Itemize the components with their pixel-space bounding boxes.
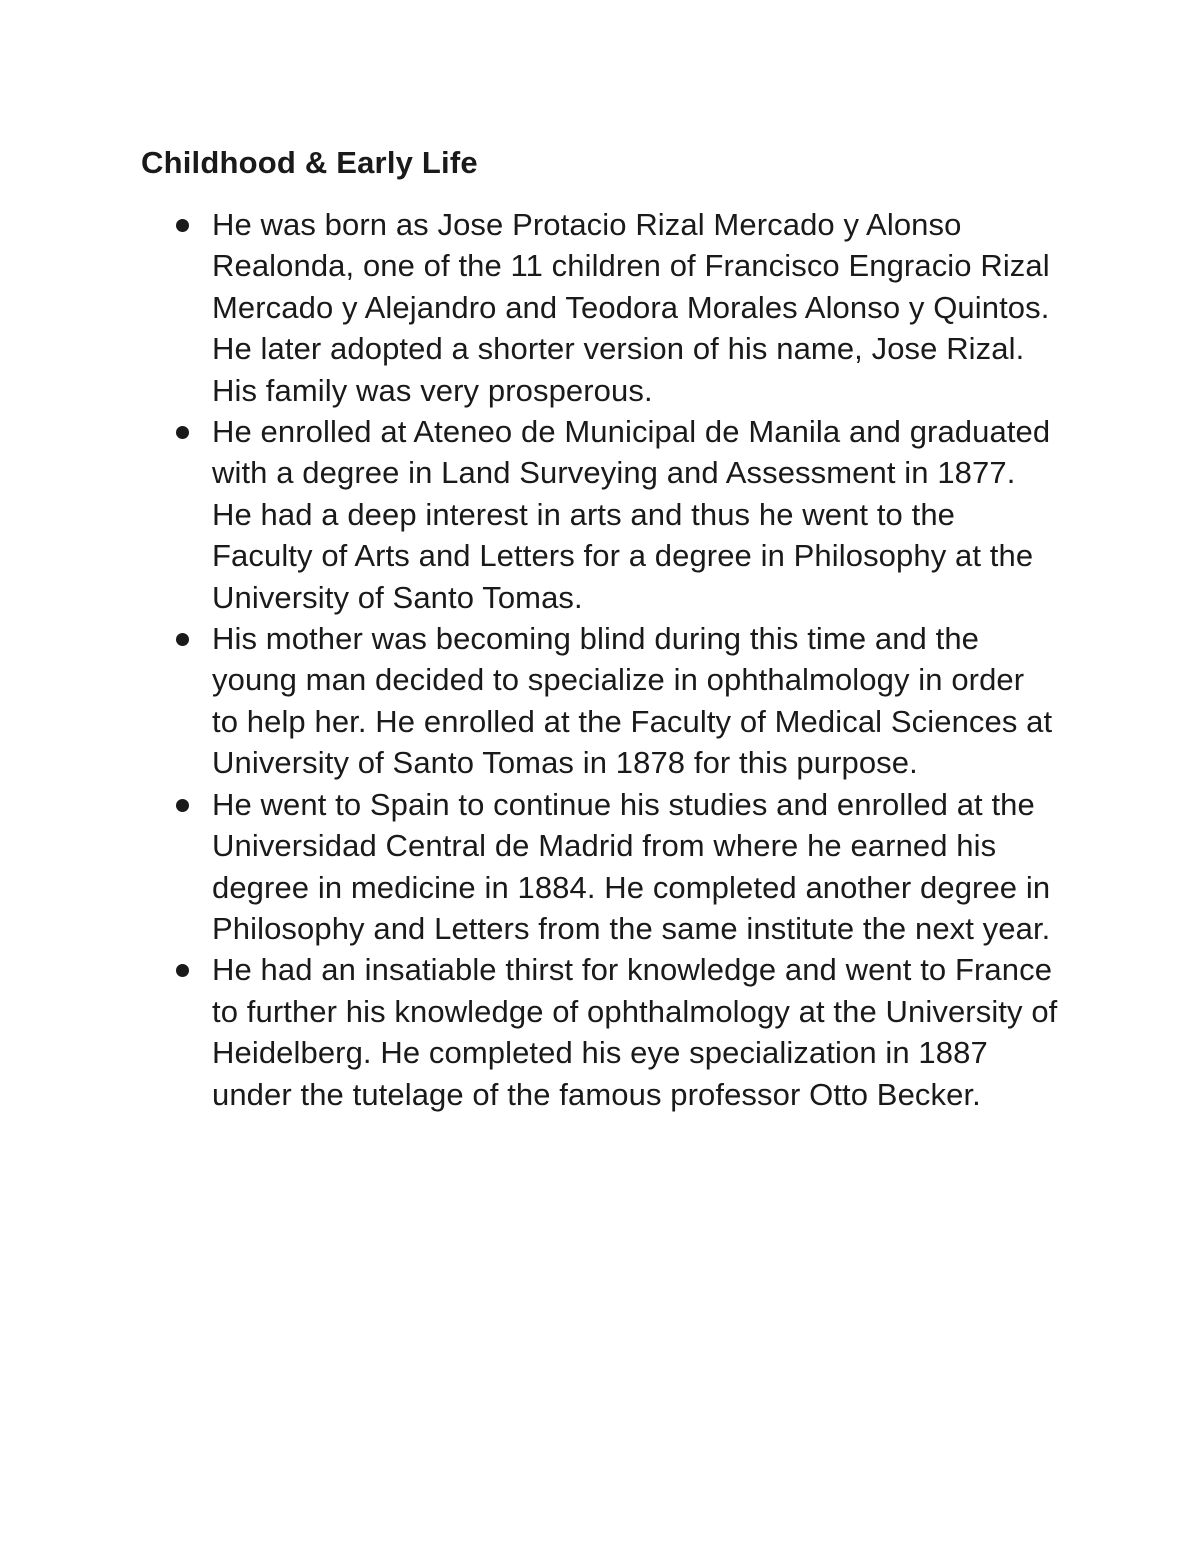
bullet-icon	[176, 426, 189, 439]
bullet-icon	[176, 964, 189, 977]
bullet-icon	[176, 799, 189, 812]
list-item	[0, 949, 1058, 1115]
bullet-icon	[176, 633, 189, 646]
bullet-text: He was born as Jose Protacio Rizal Mercado y Alonso Realonda, one of the 11 children of Francisco Engracio Rizal Mercado y Alejandro and Teodora Morales Alonso y Quintos. He later adopted a shorter version of his name, Jose Rizal. His family was very prosperous.	[212, 207, 1050, 408]
list-item	[0, 411, 1058, 618]
list-item	[0, 618, 1058, 784]
bullet-text: His mother was becoming blind during this time and the young man decided to specialize in ophthalmology in order to help her. He enrolled at the Faculty of Medical Sciences at University of Santo Tomas in 1878 for this purpose.	[212, 621, 1053, 781]
bullet-text: He enrolled at Ateneo de Municipal de Manila and graduated with a degree in Land Surveying and Assessment in 1877. He had a deep interest in arts and thus he went to the Faculty of Arts and Letters for a degree in Philosophy at the University of Santo Tomas.	[212, 414, 1051, 615]
section-heading: Childhood & Early Life	[141, 145, 478, 180]
bullet-text: He had an insatiable thirst for knowledge and went to France to further his knowledge of ophthalmology at the University of Heidelberg. He completed his eye specialization in 1887 under the tutelage of the famous professor Otto Becker.	[212, 952, 1058, 1112]
bullet-text: He went to Spain to continue his studies and enrolled at the Universidad Central de Madrid from where he earned his degree in medicine in 1884. He completed another degree in Philosophy and Letters from the same institute the next year.	[212, 786, 1051, 946]
bullet-icon	[176, 219, 189, 232]
list-item	[0, 204, 1058, 411]
bullet-list	[0, 204, 1200, 1115]
list-item	[0, 784, 1058, 950]
